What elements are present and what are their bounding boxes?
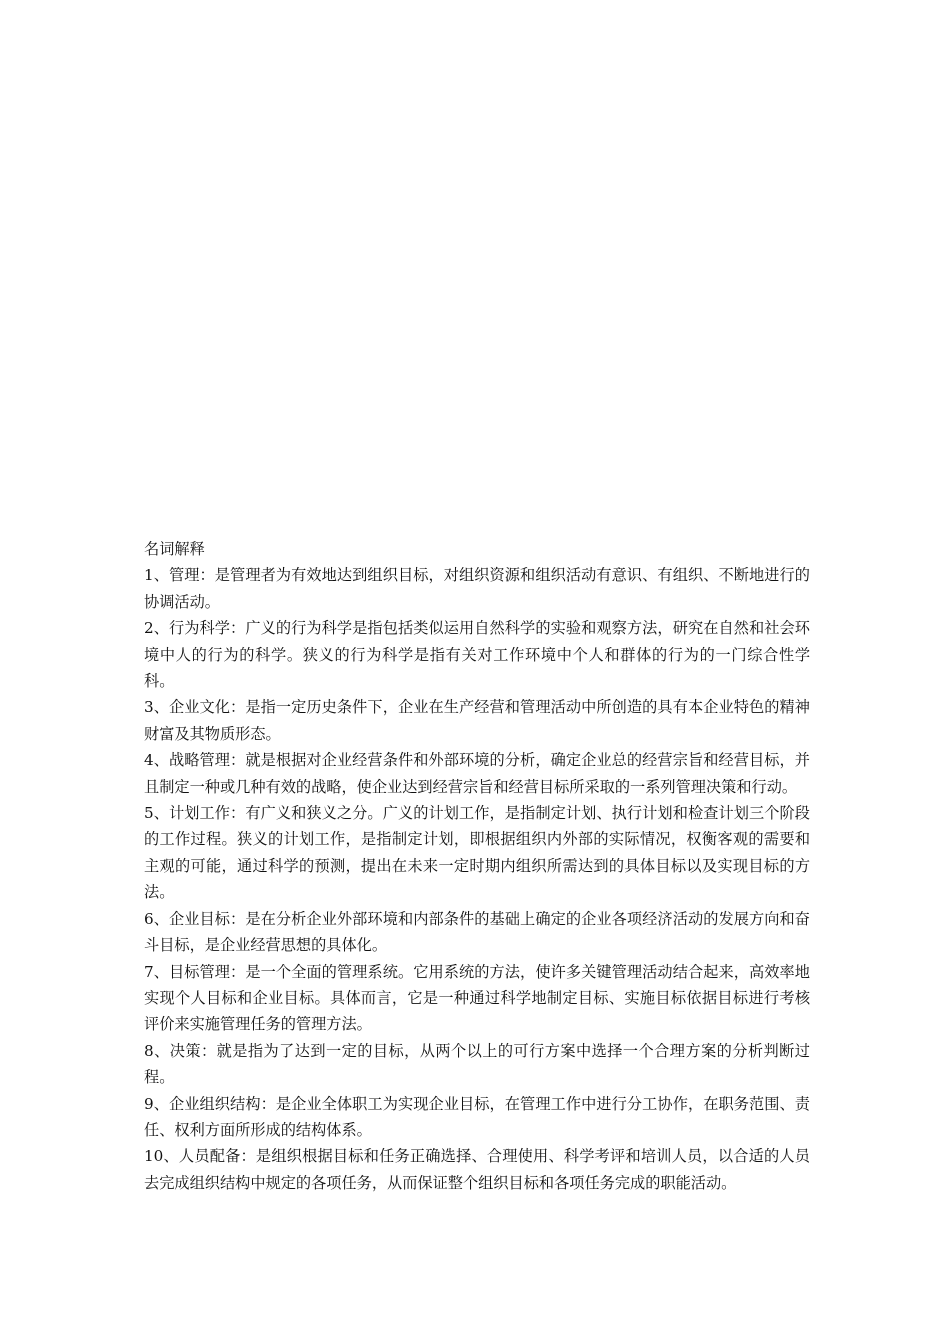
- definition-entry-3: 3、企业文化：是指一定历史条件下，企业在生产经营和管理活动中所创造的具有本企业特色的精神财富及其物质形态。: [144, 698, 810, 743]
- definition-entry-6: 6、企业目标：是在分析企业外部环境和内部条件的基础上确定的企业各项经济活动的发展方向和奋斗目标，是企业经营思想的具体化。: [144, 909, 810, 955]
- definition-entry-2: 2、行为科学：广义的行为科学是指包括类似运用自然科学的实验和观察方法，研究在自然和社会环境中人的行为的科学。狭义的行为科学是指有关对工作环境中个人和群体的行为的一门综合性学科。: [144, 619, 810, 691]
- definition-entry-10: 10、人员配备：是组织根据目标和任务正确选择、合理使用、科学考评和培训人员，以合适的人员去完成组织结构中规定的各项任务，从而保证整个组织目标和各项任务完成的职能活动。: [144, 1147, 810, 1192]
- definition-entry-9: 9、企业组织结构：是企业全体职工为实现企业目标，在管理工作中进行分工协作，在职务范围、责任、权利方面所形成的结构体系。: [144, 1094, 810, 1139]
- definition-entry-1: 1、管理：是管理者为有效地达到组织目标，对组织资源和组织活动有意识、有组织、不断地进行的协调活动。: [144, 566, 810, 611]
- definition-entry-5: 5、计划工作：有广义和狭义之分。广义的计划工作，是指制定计划、执行计划和检查计划三个阶段的工作过程。狭义的计划工作，是指制定计划，即根据组织内外部的实际情况，权衡客观的需要和主观的可能，通过科学的预测，提出在未来一定时期内组织所需达到的具体目标以及实现目标的方法。: [144, 804, 810, 902]
- definition-entry-4: 4、战略管理：就是根据对企业经营条件和外部环境的分析，确定企业总的经营宗旨和经营目标，并且制定一种或几种有效的战略，使企业达到经营宗旨和经营目标所采取的一系列管理决策和行动。: [144, 751, 810, 796]
- definition-entry-8: 8、决策：就是指为了达到一定的目标，从两个以上的可行方案中选择一个合理方案的分析判断过程。: [144, 1041, 810, 1087]
- section-heading: 名词解释: [144, 540, 205, 558]
- document-body: [144, 536, 810, 1196]
- definition-entry-7: 7、目标管理：是一个全面的管理系统。它用系统的方法，使许多关键管理活动结合起来，高效率地实现个人目标和企业目标。具体而言，它是一种通过科学地制定目标、实施目标依据目标进行考核评价来实施管理任务的管理方法。: [144, 962, 810, 1034]
